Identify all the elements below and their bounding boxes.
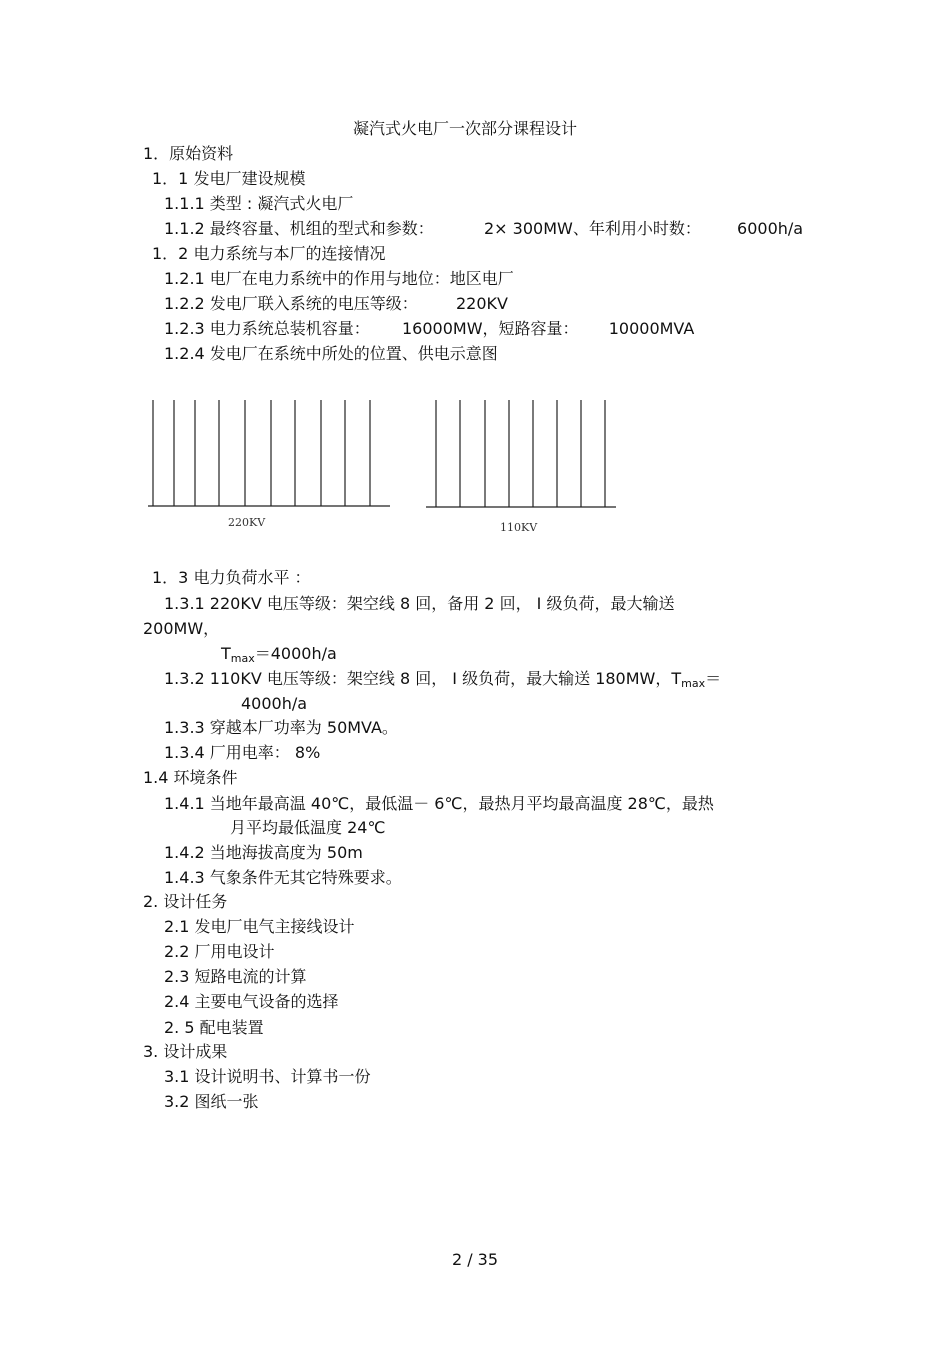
item-1-3-4: 1.3.4 厂用电率： 8% <box>164 743 321 762</box>
tmax-subscript: max <box>681 677 706 690</box>
item-2-3: 2.3 短路电流的计算 <box>164 967 307 986</box>
item-3-1: 3.1 设计说明书、计算书一份 <box>164 1067 371 1086</box>
item-1-4-3: 1.4.3 气象条件无其它特殊要求。 <box>164 868 402 887</box>
section-2-heading: 2. 设计任务 <box>143 892 228 911</box>
item-1-3-2-cont: 4000h/a <box>241 694 308 713</box>
item-2-2: 2.2 厂用电设计 <box>164 942 275 961</box>
section-1-heading: 1．原始资料 <box>143 144 234 163</box>
section-1-3-heading: 1．3 电力负荷水平 ： <box>152 568 311 587</box>
item-1-2-2-label: 1.2.2 发电厂联入系统的电压等级： <box>164 294 418 313</box>
bus-220kv <box>148 400 390 506</box>
item-1-1-1: 1.1.1 类型 : 凝汽式火电厂 <box>164 194 354 213</box>
item-1-2-3-installed: 16000MW，短路容量： <box>402 319 579 338</box>
tmax-value: ＝4000h/a <box>254 644 337 663</box>
item-3-2: 3.2 图纸一张 <box>164 1092 259 1111</box>
bus-220kv-label: 220KV <box>228 516 266 529</box>
bus-110kv-label: 110KV <box>500 521 538 534</box>
item-1-2-4: 1.2.4 发电厂在系统中所处的位置、供电示意图 <box>164 344 498 363</box>
item-1-3-2 <box>164 668 721 695</box>
section-3-heading: 3. 设计成果 <box>143 1042 228 1061</box>
item-1-4-1-cont: 月平均最低温度 24℃ <box>230 818 386 837</box>
item-1-3-1-tmax <box>221 643 337 670</box>
item-1-3-2-text: 1.3.2 110KV 电压等级：架空线 8 回， Ⅰ 级负荷，最大输送 180MW，T <box>164 669 682 688</box>
item-1-1-2 <box>164 218 803 240</box>
section-1-1-heading: 1．1 发电厂建设规模 <box>152 169 306 188</box>
section-1-4-heading: 1.4 环境条件 <box>143 768 238 787</box>
item-2-5: 2. 5 配电装置 <box>164 1018 264 1037</box>
item-1-1-2-capacity: 2× 300MW、年利用小时数： <box>484 219 701 238</box>
item-1-4-2: 1.4.2 当地海拔高度为 50m <box>164 843 363 862</box>
item-1-3-1: 1.3.1 220KV 电压等级：架空线 8 回，备用 2 回， Ⅰ 级负荷，最大输送 <box>164 594 675 613</box>
item-1-1-2-hours: 6000h/a <box>737 219 804 238</box>
item-1-2-2 <box>164 293 508 315</box>
page-title: 凝汽式火电厂一次部分课程设计 <box>352 119 577 138</box>
item-1-3-1-cont: 200MW， <box>143 619 220 638</box>
tmax-subscript: max <box>230 652 255 665</box>
item-1-3-2-equals: ＝ <box>705 669 722 688</box>
item-2-1: 2.1 发电厂电气主接线设计 <box>164 917 355 936</box>
bus-110kv <box>426 400 616 507</box>
page-number: 2 / 35 <box>451 1250 499 1269</box>
item-1-4-1: 1.4.1 当地年最高温 40℃，最低温－ 6℃，最热月平均最高温度 28℃，最热 <box>164 794 714 813</box>
item-1-2-2-voltage: 220KV <box>456 294 508 313</box>
item-1-2-1: 1.2.1 电厂在电力系统中的作用与地位：地区电厂 <box>164 269 514 288</box>
section-1-2-heading: 1．2 电力系统与本厂的连接情况 <box>152 244 386 263</box>
item-1-3-3: 1.3.3 穿越本厂功率为 50MVA。 <box>164 718 398 737</box>
item-1-1-2-label: 1.1.2 最终容量、机组的型式和参数： <box>164 219 434 238</box>
tmax-symbol: T <box>221 644 231 663</box>
item-1-2-3-short-circuit: 10000MVA <box>608 319 695 338</box>
supply-diagram <box>140 392 620 542</box>
item-1-2-3 <box>164 318 694 340</box>
item-1-2-3-label: 1.2.3 电力系统总装机容量： <box>164 319 370 338</box>
item-2-4: 2.4 主要电气设备的选择 <box>164 992 339 1011</box>
